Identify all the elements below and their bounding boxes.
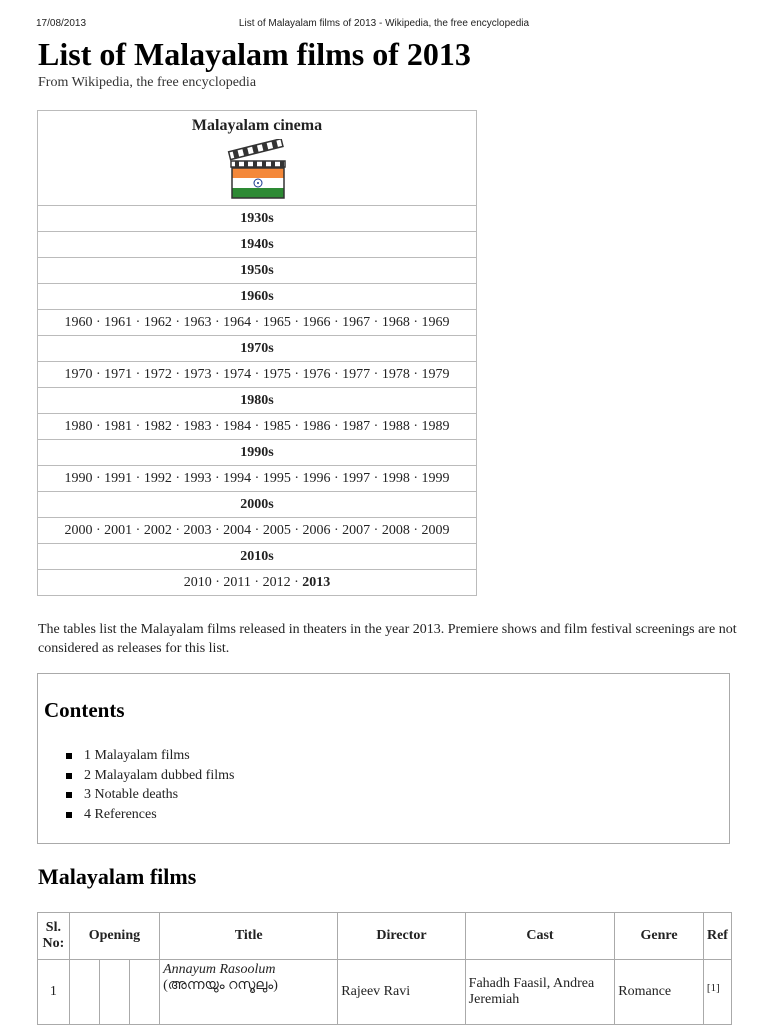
cell-opening-extra bbox=[130, 960, 160, 1025]
intro-paragraph: The tables list the Malayalam films released in theaters in the year 2013. Premiere shows and film festival screenings are not considered as releases for this list. bbox=[38, 622, 737, 656]
navbox-decade-2000s[interactable]: 2000s bbox=[38, 492, 477, 518]
header-title[interactable]: Title bbox=[160, 913, 338, 960]
table-of-contents bbox=[37, 673, 730, 844]
navbox-decade-1950s[interactable]: 1950s bbox=[38, 258, 477, 284]
navbox-decade-1940s[interactable]: 1940s bbox=[38, 232, 477, 258]
navbox-header bbox=[38, 111, 477, 206]
toc-item-references[interactable]: 4 References bbox=[66, 805, 234, 825]
navbox-decade-1960s[interactable]: 1960s bbox=[38, 284, 477, 310]
header-sl-no[interactable]: Sl. No: bbox=[38, 913, 70, 960]
navbox-decade-2010s[interactable]: 2010s bbox=[38, 544, 477, 570]
malayalam-cinema-navbox bbox=[37, 110, 477, 596]
films-table bbox=[37, 912, 732, 1025]
cell-cast[interactable]: Fahadh Faasil, Andrea Jeremiah bbox=[465, 960, 615, 1025]
navbox-decade-1990s[interactable]: 1990s bbox=[38, 440, 477, 466]
navbox-years-1980s[interactable]: 1980 · 1981 · 1982 · 1983 · 1984 · 1985 · 1986 · 1987 · 1988 · 1989 bbox=[38, 414, 477, 440]
navbox-years-2010s bbox=[38, 570, 477, 596]
toc-item-dubbed-films[interactable]: 2 Malayalam dubbed films bbox=[66, 766, 234, 786]
cell-opening-month bbox=[69, 960, 99, 1025]
navbox-decade-1970s[interactable]: 1970s bbox=[38, 336, 477, 362]
navbox-current-year: 2013 bbox=[302, 574, 331, 590]
print-header bbox=[36, 18, 732, 32]
navbox-title[interactable]: Malayalam cinema bbox=[191, 117, 323, 134]
page-title: List of Malayalam films of 2013 bbox=[38, 36, 471, 72]
navbox-decade-1930s[interactable]: 1930s bbox=[38, 206, 477, 232]
toc-item-notable-deaths[interactable]: 3 Notable deaths bbox=[66, 785, 234, 805]
cell-opening-day bbox=[99, 960, 129, 1025]
cell-director[interactable]: Rajeev Ravi bbox=[338, 960, 465, 1025]
cell-sl-no: 1 bbox=[38, 960, 70, 1025]
table-row bbox=[38, 960, 732, 1025]
cell-ref bbox=[703, 960, 731, 1025]
header-ref[interactable]: Ref bbox=[703, 913, 731, 960]
cell-title bbox=[160, 960, 338, 1025]
header-genre[interactable]: Genre bbox=[615, 913, 704, 960]
toc-heading: Contents bbox=[44, 698, 125, 722]
cell-genre: Romance bbox=[615, 960, 704, 1025]
film-title-english[interactable]: Annayum Rasoolum bbox=[163, 962, 276, 977]
header-cast[interactable]: Cast bbox=[465, 913, 615, 960]
navbox-years-1960s[interactable]: 1960 · 1961 · 1962 · 1963 · 1964 · 1965 · 1966 · 1967 · 1968 · 1969 bbox=[38, 310, 477, 336]
film-title-malayalam: (അന്നയും റസൂലും) bbox=[163, 978, 278, 993]
toc-list bbox=[66, 746, 234, 824]
section-heading-malayalam-films: Malayalam films bbox=[38, 864, 197, 889]
navbox-years-1990s[interactable]: 1990 · 1991 · 1992 · 1993 · 1994 · 1995 · 1996 · 1997 · 1998 · 1999 bbox=[38, 466, 477, 492]
site-subtitle: From Wikipedia, the free encyclopedia bbox=[38, 75, 257, 90]
header-opening[interactable]: Opening bbox=[69, 913, 159, 960]
clapperboard-india-flag-icon bbox=[225, 139, 289, 199]
print-doc-title: List of Malayalam films of 2013 - Wikipedia, the free encyclopedia bbox=[238, 18, 530, 29]
navbox-years-2000s[interactable]: 2000 · 2001 · 2002 · 2003 · 2004 · 2005 · 2006 · 2007 · 2008 · 2009 bbox=[38, 518, 477, 544]
films-table-header bbox=[38, 913, 732, 960]
reference-link[interactable]: [1] bbox=[706, 982, 720, 995]
header-director[interactable]: Director bbox=[338, 913, 465, 960]
navbox-decade-1980s[interactable]: 1980s bbox=[38, 388, 477, 414]
navbox-years-1970s[interactable]: 1970 · 1971 · 1972 · 1973 · 1974 · 1975 · 1976 · 1977 · 1978 · 1979 bbox=[38, 362, 477, 388]
toc-item-malayalam-films[interactable]: 1 Malayalam films bbox=[66, 746, 234, 766]
navbox-years-2010s-links[interactable]: 2010 · 2011 · 2012 · bbox=[183, 574, 303, 590]
print-date: 17/08/2013 bbox=[36, 18, 87, 29]
